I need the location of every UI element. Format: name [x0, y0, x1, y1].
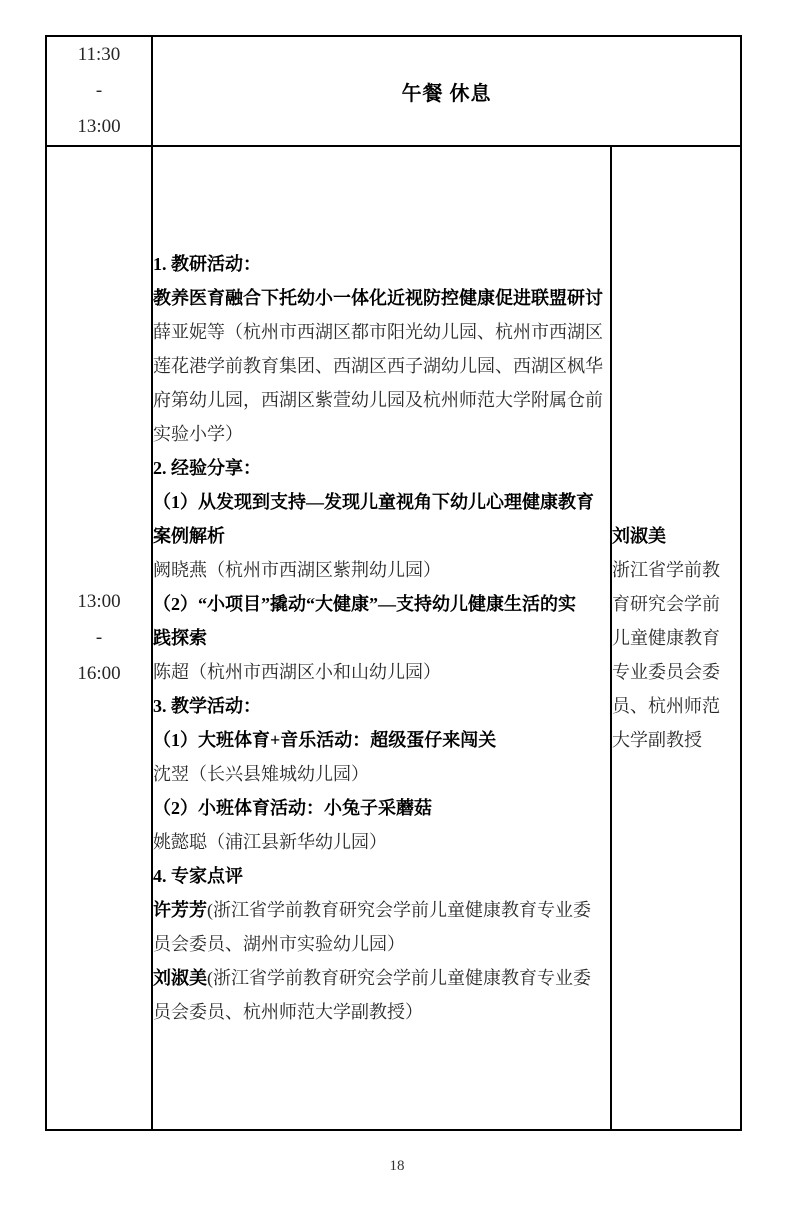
content-line: 案例解析: [153, 526, 225, 546]
content-line: 2. 经验分享：: [153, 458, 261, 478]
expert-cell: [611, 146, 741, 1130]
content-line: 薛亚妮等（杭州市西湖区都市阳光幼儿园、杭州市西湖区: [153, 322, 603, 342]
content-line: 3. 教学活动：: [153, 696, 261, 716]
content-line: （2）小班体育活动：小兔子采蘑菇: [153, 798, 432, 818]
content-line: 员会委员、杭州师范大学副教授）: [153, 1002, 423, 1022]
expert-desc-line: 浙江省学前教: [612, 560, 720, 580]
time-dash: -: [95, 627, 103, 648]
session-content-lines: [153, 247, 610, 1029]
expert-description: [612, 553, 740, 757]
page-number: 18: [389, 1158, 405, 1174]
content-line: 员会委员、湖州市实验幼儿园）: [153, 934, 405, 954]
content-line: （1）大班体育+音乐活动：超级蛋仔来闯关: [153, 730, 497, 750]
schedule-table: [45, 35, 742, 1131]
expert-desc-line: 大学副教授: [612, 730, 702, 750]
expert-name: 刘淑美: [612, 526, 666, 546]
time-dash: -: [95, 80, 103, 101]
content-line: （2）“小项目”撬动“大健康”—支持幼儿健康生活的实: [153, 594, 576, 614]
content-line: 践探索: [153, 628, 207, 648]
time-start: 13:00: [77, 591, 121, 612]
time-start: 11:30: [77, 44, 121, 65]
expert-desc-line: 育研究会学前: [612, 594, 720, 614]
time-cell-session: [46, 146, 152, 1130]
content-line: 阙晓燕（杭州市西湖区紫荆幼儿园）: [153, 560, 441, 580]
expert-desc-line: 员、杭州师范: [612, 696, 720, 716]
content-line: （1）从发现到支持—发现儿童视角下幼儿心理健康教育: [153, 492, 594, 512]
time-cell-lunch: [46, 36, 152, 146]
session-content-cell: [152, 146, 611, 1130]
content-line: 刘淑美(浙江省学前教育研究会学前儿童健康教育专业委: [153, 968, 591, 988]
content-line: 1. 教研活动：: [153, 254, 261, 274]
content-line: 莲花港学前教育集团、西湖区西子湖幼儿园、西湖区枫华: [153, 356, 603, 376]
expert-desc-line: 专业委员会委: [612, 662, 720, 682]
lunch-break-row: [46, 36, 741, 146]
lunch-label: 午餐 休息: [401, 82, 492, 105]
lunch-cell: [152, 36, 741, 146]
afternoon-session-row: [46, 146, 741, 1130]
content-line: 4. 专家点评: [153, 866, 243, 886]
content-line: 府第幼儿园，西湖区紫萱幼儿园及杭州师范大学附属仓前: [153, 390, 603, 410]
content-line: 许芳芳(浙江省学前教育研究会学前儿童健康教育专业委: [153, 900, 591, 920]
content-line: 教养医育融合下托幼小一体化近视防控健康促进联盟研讨: [153, 288, 603, 308]
content-line: 沈翌（长兴县雉城幼儿园）: [153, 764, 369, 784]
content-line: 实验小学）: [153, 424, 243, 444]
content-line: 陈超（杭州市西湖区小和山幼儿园）: [153, 662, 441, 682]
expert-desc-line: 儿童健康教育: [612, 628, 720, 648]
time-end: 16:00: [77, 663, 121, 684]
content-line: 姚懿聪（浦江县新华幼儿园）: [153, 832, 387, 852]
time-end: 13:00: [77, 116, 121, 137]
